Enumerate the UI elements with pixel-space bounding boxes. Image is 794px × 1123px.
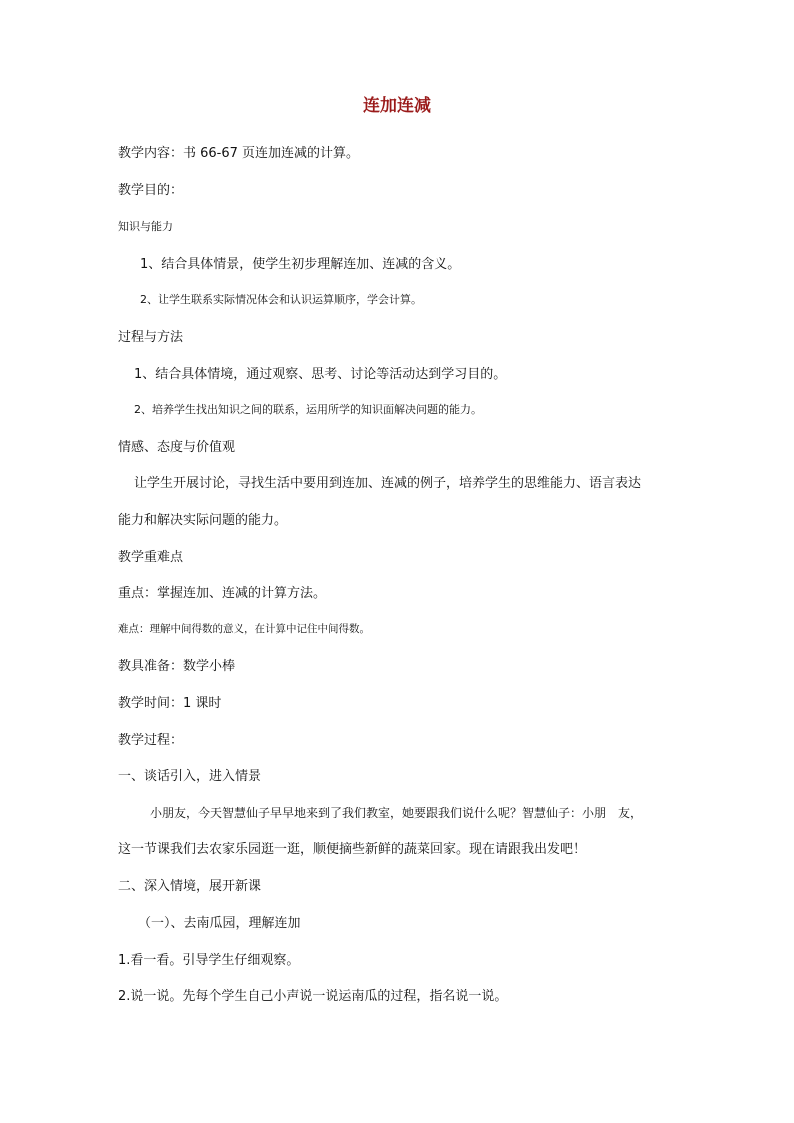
step-2: 2.说一说。先每个学生自己小声说一说运南瓜的过程，指名说一说。 xyxy=(118,989,508,1004)
emotion-paragraph-line-1: 让学生开展讨论，寻找生活中要用到连加、连减的例子，培养学生的思维能力、语言表达 xyxy=(134,476,642,491)
knowledge-item-2: 2、让学生联系实际情况体会和认识运算顺序，学会计算。 xyxy=(140,293,422,306)
knowledge-ability-heading: 知识与能力 xyxy=(118,220,173,233)
teaching-content: 教学内容：书 66-67 页连加连减的计算。 xyxy=(118,146,360,161)
document-title: 连加连减 xyxy=(363,96,431,116)
intro-paragraph-line-1: 小朋友，今天智慧仙子早早地来到了我们教室，她要跟我们说什么呢？智慧仙子：小朋 友， xyxy=(150,806,643,820)
section-two-heading: 二、深入情境，展开新课 xyxy=(118,879,262,894)
teaching-process-heading: 教学过程： xyxy=(118,733,184,748)
emotion-paragraph-line-2: 能力和解决实际问题的能力。 xyxy=(118,513,288,528)
teaching-time: 教学时间：1 课时 xyxy=(118,696,222,711)
key-difficult-heading: 教学重难点 xyxy=(118,550,184,565)
section-one-heading: 一、谈话引入，进入情景 xyxy=(118,769,262,784)
subsection-one-heading: （一）、去南瓜园，理解连加 xyxy=(138,916,301,931)
teaching-aids: 教具准备：数学小棒 xyxy=(118,659,236,674)
teaching-goals-heading: 教学目的： xyxy=(118,183,184,198)
emotion-values-heading: 情感、态度与价值观 xyxy=(118,440,236,455)
intro-paragraph-line-2: 这一节课我们去农家乐园逛一逛，顺便摘些新鲜的蔬菜回家。现在请跟我出发吧！ xyxy=(118,842,587,857)
difficult-point: 难点：理解中间得数的意义，在计算中记住中间得数。 xyxy=(118,623,370,635)
step-1: 1.看一看。引导学生仔细观察。 xyxy=(118,953,300,968)
process-method-heading: 过程与方法 xyxy=(118,330,184,345)
key-point: 重点：掌握连加、连减的计算方法。 xyxy=(118,586,327,601)
process-item-1: 1、结合具体情境，通过观察、思考、讨论等活动达到学习目的。 xyxy=(134,367,507,382)
knowledge-item-1: 1、结合具体情景，使学生初步理解连加、连减的含义。 xyxy=(140,257,461,272)
process-item-2: 2、培养学生找出知识之间的联系，运用所学的知识面解决问题的能力。 xyxy=(134,403,482,416)
